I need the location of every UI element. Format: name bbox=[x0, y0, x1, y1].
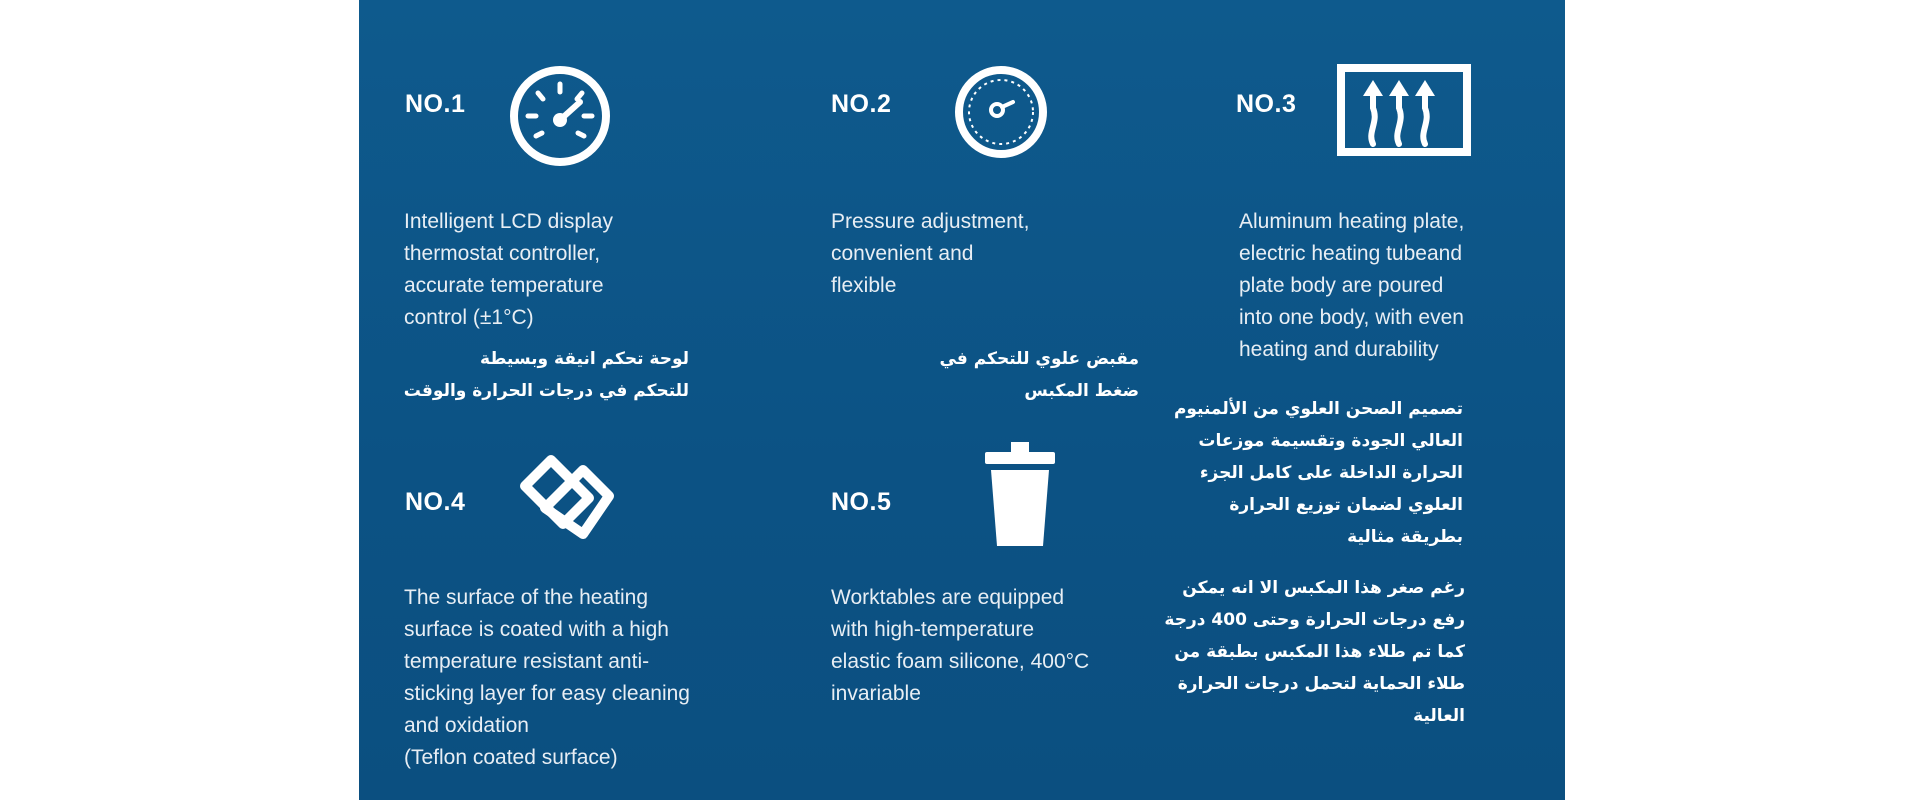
feature-4-description: The surface of the heating surface is coated with a high temperature resistant anti- sticking layer for easy cleaning and oxidation (Teflon coated surface) bbox=[404, 586, 690, 769]
feature-3-description: Aluminum heating plate, electric heating tubeand plate body are poured into one body, with even heating and durability bbox=[1239, 210, 1465, 361]
feature-3-arabic-description: تصميم الصحن العلوي من الألمنيوم العالي الجودة وتقسيمة موزعات الحرارة الداخلة على كامل الجزء العلوي لضمان توزيع الحرارة بطريقة مثالية bbox=[1173, 399, 1463, 547]
feature-panel bbox=[359, 0, 1565, 800]
feature-2-description: Pressure adjustment, convenient and flexible bbox=[831, 210, 1030, 297]
feature-4-number: NO.4 bbox=[405, 488, 466, 516]
feature-2-number: NO.2 bbox=[831, 90, 892, 118]
bin-container-icon bbox=[981, 440, 1059, 548]
feature-3-number: NO.3 bbox=[1236, 90, 1297, 118]
feature-1-arabic-description: لوحة تحكم انيقة وبسيطة للتحكم في درجات الحرارة والوقت bbox=[403, 349, 689, 401]
pressure-gauge-icon bbox=[951, 62, 1051, 162]
heating-plate-arrows-icon bbox=[1335, 62, 1473, 158]
chain-link-icon bbox=[505, 452, 629, 542]
feature-2-arabic-description: مقبض علوي للتحكم في ضغط المكبس bbox=[939, 349, 1139, 401]
feature-5-description: Worktables are equipped with high-temperature elastic foam silicone, 400°C invariable bbox=[831, 586, 1090, 705]
feature-1-number: NO.1 bbox=[405, 90, 466, 118]
feature-5-arabic-description: رغم صغر هذا المكبس الا انه يمكن رفع درجات الحرارة وحتى 400 درجة كما تم طلاء هذا المكبس بطبقة من طلاء الحماية لتحمل درجات الحرارة العالية bbox=[1164, 578, 1465, 726]
speedometer-icon bbox=[506, 62, 614, 170]
feature-1-description: Intelligent LCD display thermostat controller, accurate temperature control (±1°C) bbox=[404, 210, 613, 329]
feature-5-number: NO.5 bbox=[831, 488, 892, 516]
